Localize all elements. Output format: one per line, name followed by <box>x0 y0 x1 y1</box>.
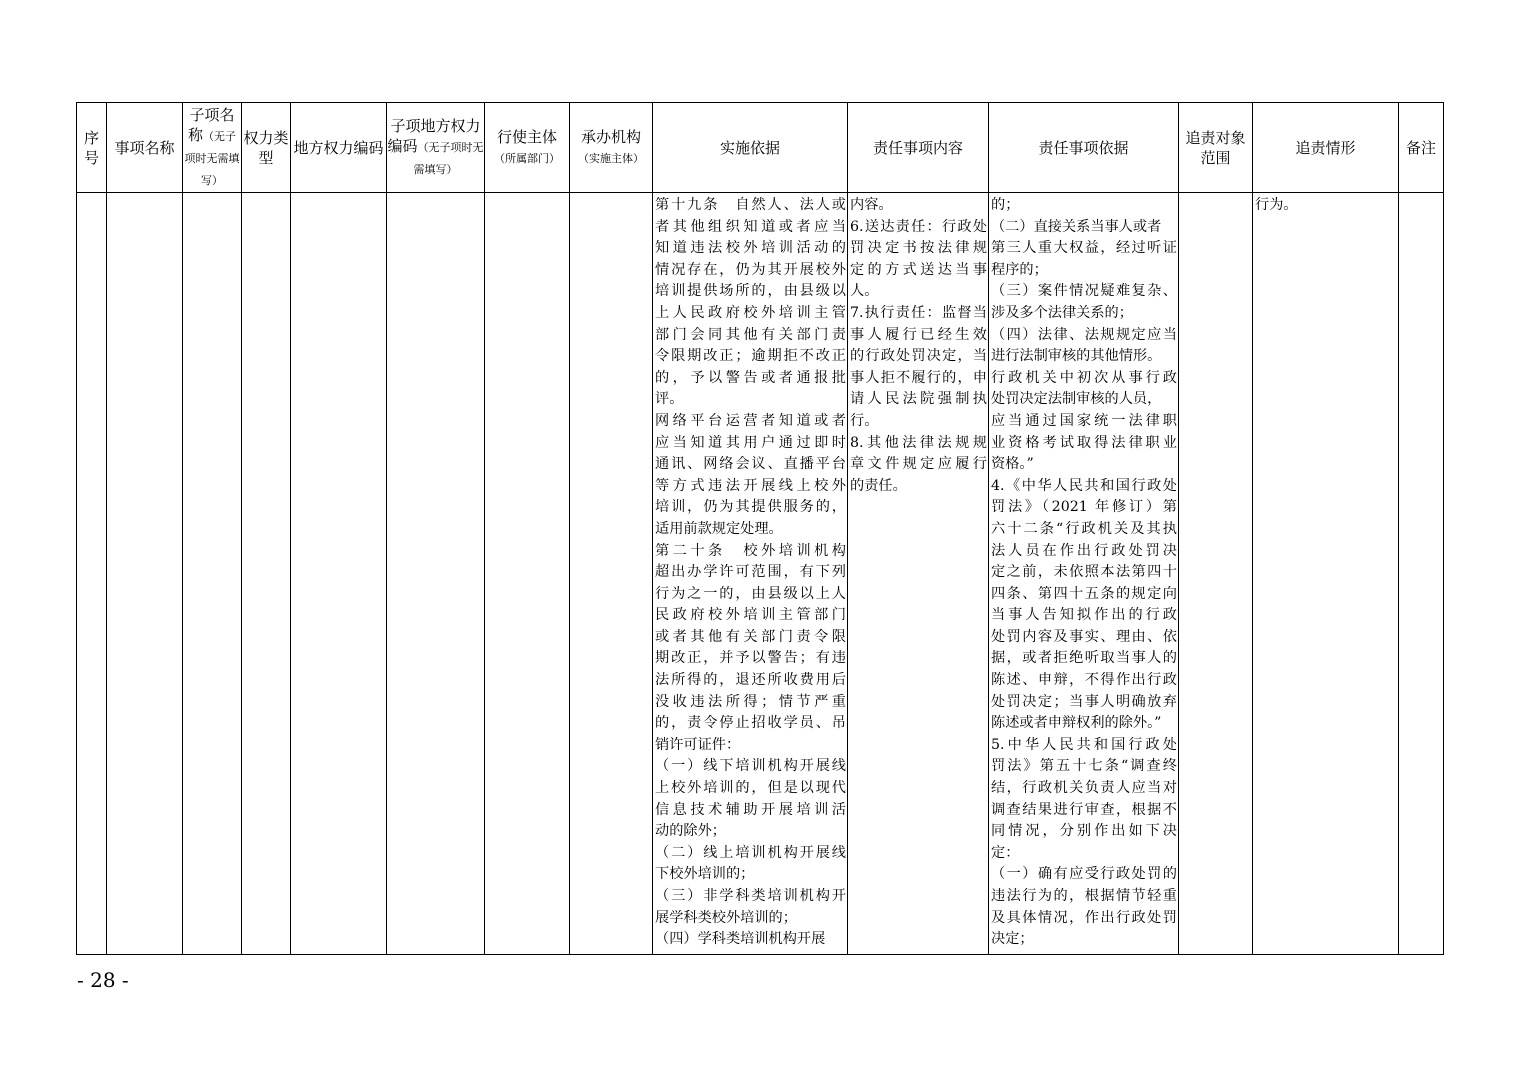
text-line: 上校外培训的，但是以现代 <box>655 780 846 797</box>
text-line: 罚法》第五十七条“调查终 <box>991 758 1177 775</box>
text-line: 处罚决定；当事人明确放弃 <box>991 693 1177 710</box>
text-line: 人。 <box>850 283 879 300</box>
text-line: 应当知道其用户通过即时 <box>655 434 846 451</box>
col-situation: 追责情形 <box>1253 103 1399 193</box>
text-line: 法人员在作出行政处罚决 <box>991 542 1177 559</box>
text-line: 令限期改正；逾期拒不改正 <box>655 348 846 365</box>
text-line: 罚决定书按法律规 <box>850 240 987 257</box>
text-line: 动的除外； <box>655 823 726 840</box>
cell-remark <box>1399 193 1444 955</box>
text-line: 等方式违法开展线上校外 <box>655 477 846 494</box>
text-line: 的，责令停止招收学员、吊 <box>655 715 846 732</box>
text-line: 民政府校外培训主管部门 <box>655 607 846 624</box>
col-seq: 序号 <box>77 103 107 193</box>
text-line: 进行法制审核的其他情形。 <box>991 348 1162 365</box>
text-line: 网络平台运营者知道或者 <box>655 412 846 429</box>
text-line: 评。 <box>655 391 684 408</box>
text-line: 展学科类校外培训的； <box>655 909 797 926</box>
cell-scope <box>1179 193 1253 955</box>
text-line: 调查结果进行审查，根据不 <box>991 801 1177 818</box>
text-line: 处罚内容及事实、理由、依 <box>991 628 1177 645</box>
text-line: 事人履行已经生效 <box>850 326 987 343</box>
text-line: 内容。 <box>850 197 893 213</box>
text-line: 的，予以警告或者通报批 <box>655 369 846 386</box>
cell-item-name <box>107 193 183 955</box>
text-line: 情况存在，仍为其开展校外 <box>655 261 846 278</box>
text-line: 行为。 <box>1255 197 1298 213</box>
text-line: 涉及多个法律关系的； <box>991 304 1133 321</box>
col-subject: 行使主体 （所属部门） <box>485 103 570 193</box>
text-line: 知道违法校外培训活动的 <box>655 240 846 257</box>
text-line: （三）案件情况疑难复杂、 <box>991 283 1177 300</box>
text-line: 请人民法院强制执 <box>850 391 987 408</box>
text-line: 业资格考试取得法律职业 <box>991 434 1177 451</box>
text-line: 第二十条 校外培训机构 <box>655 542 846 559</box>
text-line: 定的方式送达当事 <box>850 261 987 278</box>
text-line: 5.中华人民共和国行政处 <box>991 736 1177 753</box>
text-line: 应当通过国家统一法律职 <box>991 412 1177 429</box>
text-line: 行为之一的，由县级以上人 <box>655 585 846 602</box>
col-item-name: 事项名称 <box>107 103 183 193</box>
text-line: 据，或者拒绝听取当事人的 <box>991 650 1177 667</box>
text-line: 资格。” <box>991 456 1034 473</box>
cell-basis <box>653 193 848 955</box>
text-line: 同情况，分别作出如下决 <box>991 823 1177 840</box>
text-line: 的； <box>991 197 1020 213</box>
text-line: 部门会同其他有关部门责 <box>655 326 846 343</box>
text-line: 培训提供场所的，由县级以 <box>655 283 846 300</box>
text-line: 行。 <box>850 412 879 429</box>
cell-undertaker <box>570 193 653 955</box>
text-line: 信息技术辅助开展培训活 <box>655 801 846 818</box>
text-line: 陈述或者申辩权利的除外。” <box>991 715 1162 732</box>
text-line: （一）线下培训机构开展线 <box>655 758 846 775</box>
text-line: 者其他组织知道或者应当 <box>655 218 846 235</box>
text-line: 定之前，未依照本法第四十 <box>991 564 1177 581</box>
page-number: - 28 - <box>77 968 129 992</box>
text-line: 定： <box>991 844 1020 861</box>
col-power-type: 权力类型 <box>242 103 291 193</box>
text-line: （四）法律、法规规定应当 <box>991 326 1177 343</box>
cell-seq <box>77 193 107 955</box>
text-line: 四条、第四十五条的规定向 <box>991 585 1177 602</box>
text-line: 罚法》（2021 年修订）第 <box>991 499 1177 516</box>
text-line: 培训，仍为其提供服务的， <box>655 499 846 516</box>
header-row <box>77 103 1444 193</box>
text-line: 事人拒不履行的，申 <box>850 369 987 386</box>
text-line: 第三人重大权益，经过听证 <box>991 240 1177 257</box>
col-local-code: 地方权力编码 <box>291 103 387 193</box>
text-line: 法所得的，退还所收费用后 <box>655 672 846 689</box>
text-line: （三）非学科类培训机构开 <box>655 888 846 904</box>
text-line: （二）直接关系当事人或者 <box>991 218 1162 235</box>
text-line: 六十二条“行政机关及其执 <box>991 520 1177 537</box>
cell-sub-local-code <box>387 193 485 955</box>
text-line: 决定； <box>991 931 1034 948</box>
authority-table <box>76 102 1444 955</box>
cell-subject <box>485 193 570 955</box>
cell-duty-basis <box>989 193 1179 955</box>
cell-power-type <box>242 193 291 955</box>
text-line: 适用前款规定处理。 <box>655 520 783 537</box>
text-line: 结，行政机关负责人应当对 <box>991 780 1177 797</box>
text-line: 当事人告知拟作出的行政 <box>991 607 1177 624</box>
text-line: 7.执行责任：监督当 <box>850 304 987 321</box>
text-line: 上人民政府校外培训主管 <box>655 304 846 321</box>
text-line: 处罚决定法制审核的人员， <box>991 391 1162 408</box>
cell-sub-name <box>183 193 242 955</box>
text-line: 通讯、网络会议、直播平台 <box>655 456 846 473</box>
col-duty-basis: 责任事项依据 <box>989 103 1179 193</box>
col-sub-local-code: 子项地方权力编码（无子项时无需填写） <box>387 103 485 193</box>
table-row <box>77 193 1444 955</box>
text-line: 8.其他法律法规规 <box>850 434 987 451</box>
text-line: 或者其他有关部门责令限 <box>655 628 846 645</box>
text-line: 程序的； <box>991 261 1048 278</box>
col-scope: 追责对象范围 <box>1179 103 1253 193</box>
col-remark: 备注 <box>1399 103 1444 193</box>
text-line: （四）学科类培训机构开展 <box>655 931 826 948</box>
col-basis: 实施依据 <box>653 103 848 193</box>
col-duty-content: 责任事项内容 <box>848 103 989 193</box>
text-line: （一）确有应受行政处罚的 <box>991 866 1177 883</box>
col-sub-name: 子项名称（无子项时无需填写） <box>183 103 242 193</box>
text-line: 销许可证件： <box>655 736 741 753</box>
text-line: 没收违法所得；情节严重 <box>655 693 846 710</box>
text-line: 陈述、申辩，不得作出行政 <box>991 672 1177 689</box>
text-line: 行政机关中初次从事行政 <box>991 369 1177 386</box>
text-line: 及具体情况，作出行政处罚 <box>991 909 1177 926</box>
text-line: 违法行为的，根据情节轻重 <box>991 888 1177 904</box>
text-line: 下校外培训的； <box>655 866 755 883</box>
text-line: 4.《中华人民共和国行政处 <box>991 477 1177 494</box>
text-line: 的责任。 <box>850 477 907 494</box>
text-line: 6.送达责任：行政处 <box>850 218 987 235</box>
cell-local-code <box>291 193 387 955</box>
col-undertaker: 承办机构 （实施主体） <box>570 103 653 193</box>
text-line: 第十九条 自然人、法人或 <box>655 197 846 213</box>
text-line: （二）线上培训机构开展线 <box>655 844 846 861</box>
cell-situation <box>1253 193 1399 955</box>
text-line: 超出办学许可范围，有下列 <box>655 564 846 581</box>
cell-duty-content <box>848 193 989 955</box>
text-line: 的行政处罚决定，当 <box>850 348 987 365</box>
text-line: 期改正，并予以警告；有违 <box>655 650 846 667</box>
text-line: 章文件规定应履行 <box>850 456 987 473</box>
